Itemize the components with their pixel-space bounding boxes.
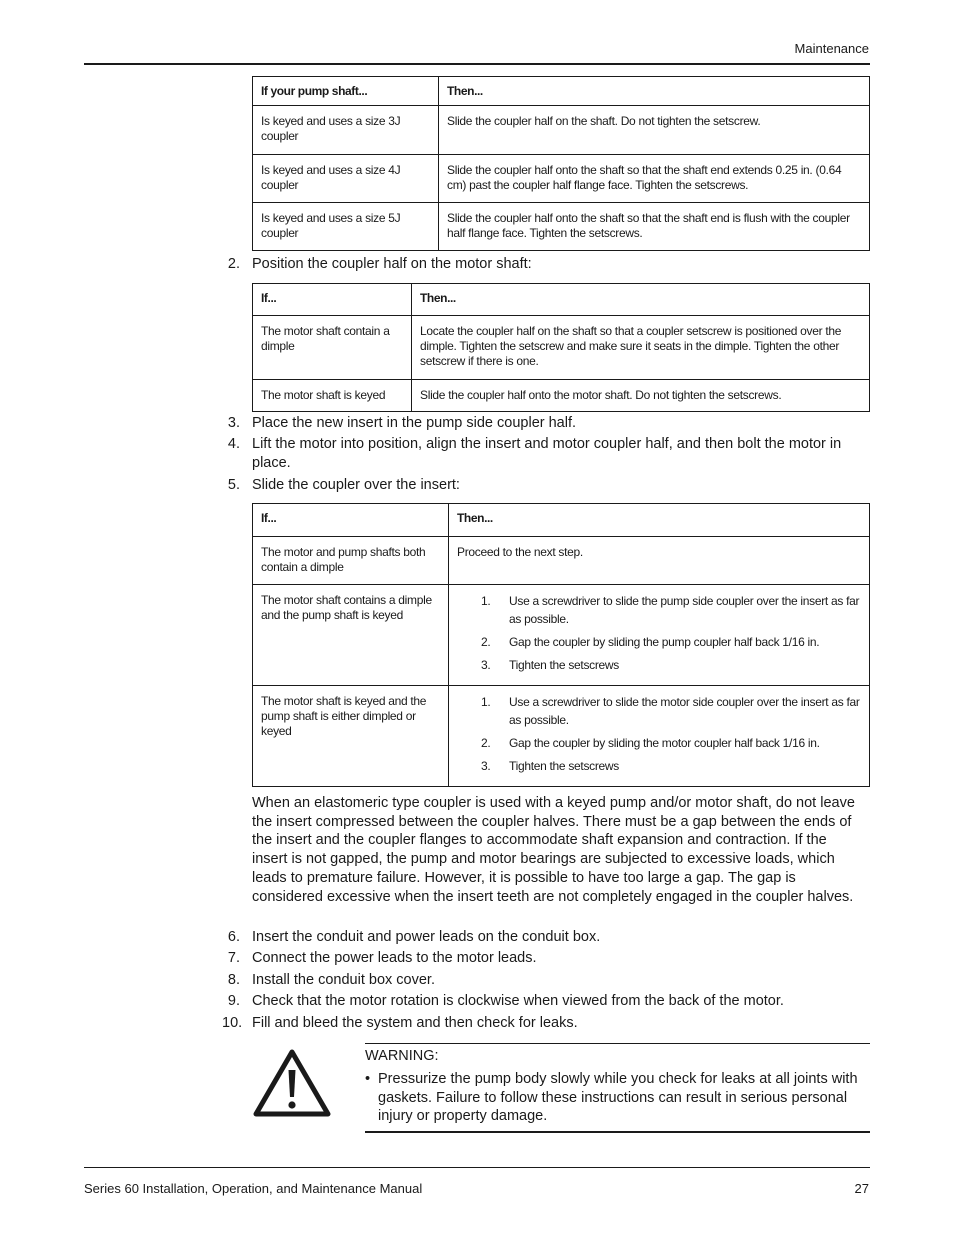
step-number: 10. [222,1015,243,1031]
list-item [457,592,861,628]
step-text: Connect the power leads to the motor leads. [252,950,537,966]
table-cell: The motor and pump shafts both contain a dimple [253,537,449,585]
gap-note-paragraph: When an elastomeric type coupler is used with a keyed pump and/or motor shaft, do not leave the insert compressed between the coupler halves. There must be a gap between the ends of the insert and the coupler flanges to accommodate shaft expansion and contraction. If the insert is not gapped, the pump and motor bearings are subjected to excessive loads, which leads to premature failure. However, it is possible to have too large a gap. The gap is considered excessive when the insert teeth are not completely engaged in the coupler halves. [252,795,855,905]
table-cell: Slide the coupler half onto the shaft so that the shaft end is flush with the coupler half flange face. Tighten the setscrews. [439,203,870,251]
table-header-row [253,504,870,537]
header-rule [84,63,870,65]
table-row [253,585,870,686]
table-cell: Is keyed and uses a size 3J coupler [253,106,439,155]
table-cell [449,686,870,787]
table-cell: Slide the coupler half onto the motor shaft. Do not tighten the setscrews. [412,380,870,412]
table-cell: Proceed to the next step. [449,537,870,585]
list-number: 2. [481,635,491,649]
table-cell: The motor shaft is keyed [253,380,412,412]
step-number: 4. [227,436,240,452]
table-row [253,106,870,155]
motor-shaft-table [252,283,870,412]
table-cell: Slide the coupler half onto the shaft so that the shaft end extends 0.25 in. (0.64 cm) past the coupler half flange face. Tighten the setscrews. [439,155,870,203]
step-number: 6. [227,929,240,945]
table-row [253,155,870,203]
list-item [457,757,861,775]
coupler-insert-table [252,503,870,787]
step-text: Position the coupler half on the motor shaft: [252,256,532,272]
list-item [457,633,861,651]
table-row [253,537,870,585]
list-text: Gap the coupler by sliding the pump coupler half back 1/16 in. [509,635,820,649]
step-text: Check that the motor rotation is clockwise when viewed from the back of the motor. [252,993,784,1009]
list-text: Use a screwdriver to slide the pump side coupler over the insert as far as possible. [509,594,860,626]
step-text: Install the conduit box cover. [252,972,435,988]
warning-top-rule [365,1043,870,1044]
warning-bottom-rule [365,1131,870,1133]
cell-step-list [457,592,861,674]
step-text: Lift the motor into position, align the insert and motor coupler half, and then bolt the motor in place. [252,436,842,471]
footer-manual-title: Series 60 Installation, Operation, and Maintenance Manual [84,1181,423,1196]
list-number: 3. [481,658,491,672]
list-text: Use a screwdriver to slide the motor side coupler over the insert as far as possible. [509,695,860,727]
step-number: 5. [227,477,240,493]
table-header-row [253,284,870,316]
table-row [253,203,870,251]
table-header-cell: If... [253,284,412,316]
header-section-title: Maintenance [794,41,869,56]
list-number: 1. [481,594,491,608]
step-number: 9. [227,993,240,1009]
list-item [457,693,861,729]
table-cell: The motor shaft contain a dimple [253,316,412,380]
step-number: 7. [227,950,240,966]
page-number: 27 [854,1181,869,1196]
table-row [253,380,870,412]
step-text: Insert the conduit and power leads on the conduit box. [252,929,601,945]
table-cell: Is keyed and uses a size 5J coupler [253,203,439,251]
bullet-icon: • [365,1071,371,1087]
table-cell [449,585,870,686]
list-number: 3. [481,759,491,773]
table-cell: The motor shaft is keyed and the pump shaft is either dimpled or keyed [253,686,449,787]
step-number: 3. [227,415,240,431]
list-text: Tighten the setscrews [509,759,619,773]
table-header-cell: If... [253,504,449,537]
list-text: Gap the coupler by sliding the motor coupler half back 1/16 in. [509,736,820,750]
step-text: Place the new insert in the pump side coupler half. [252,415,577,431]
pump-shaft-table [252,76,870,251]
warning-text: Pressurize the pump body slowly while you check for leaks at all joints with gaskets. Failure to follow these instructions can result in serious personal injury or property damage. [378,1071,858,1124]
footer-rule [84,1167,870,1168]
table-header-row [253,77,870,106]
step-number: 2. [227,256,240,272]
list-number: 1. [481,695,491,709]
table-header-cell: Then... [412,284,870,316]
warning-body [365,1070,860,1126]
table-cell: The motor shaft contains a dimple and the pump shaft is keyed [253,585,449,686]
table-cell: Locate the coupler half on the shaft so that a coupler setscrew is positioned over the dimple. Tighten the setscrew and make sure it seats in the dimple. Tighten the other setscrew if there is one. [412,316,870,380]
table-header-cell: Then... [439,77,870,106]
table-row [253,316,870,380]
warning-triangle-icon [253,1048,331,1118]
step-number: 8. [227,972,240,988]
list-item [457,734,861,752]
list-item [457,656,861,674]
table-cell: Slide the coupler half on the shaft. Do not tighten the setscrew. [439,106,870,155]
warning-title: WARNING: [365,1048,439,1064]
table-header-cell: If your pump shaft... [253,77,439,106]
table-header-cell: Then... [449,504,870,537]
step-text: Slide the coupler over the insert: [252,477,460,493]
step-text: Fill and bleed the system and then check for leaks. [252,1015,578,1031]
cell-step-list [457,693,861,775]
list-number: 2. [481,736,491,750]
table-cell: Is keyed and uses a size 4J coupler [253,155,439,203]
list-text: Tighten the setscrews [509,658,619,672]
table-row [253,686,870,787]
